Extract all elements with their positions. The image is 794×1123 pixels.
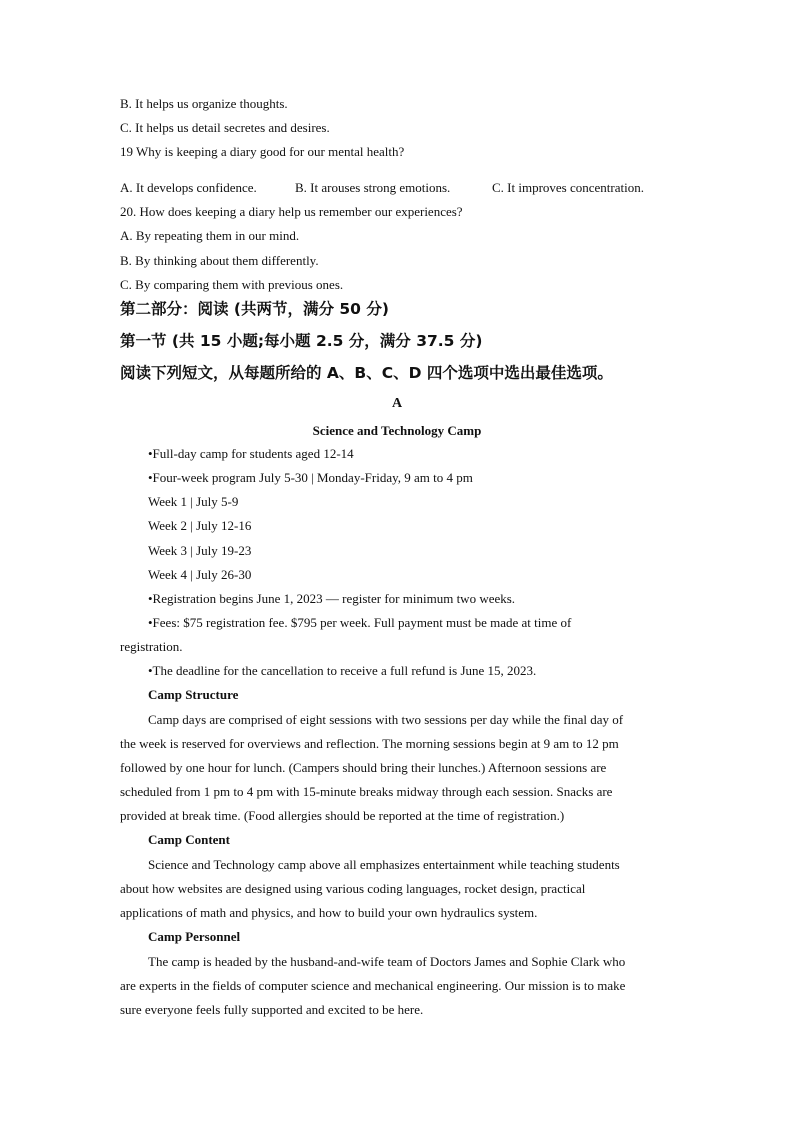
info-line: registration. — [120, 639, 183, 654]
paragraph-line: The camp is headed by the husband-and-wife team of Doctors James and Sophie Clark who — [148, 954, 626, 969]
personnel-heading: Camp Personnel — [148, 929, 241, 944]
section-instruction: 阅读下列短文，从每题所给的 A、B、C、D 四个选项中选出最佳选项。 — [120, 364, 613, 382]
info-line: •Four-week program July 5-30 | Monday-Friday, 9 am to 4 pm — [148, 470, 473, 485]
paragraph-line: scheduled from 1 pm to 4 pm with 15-minute breaks midway through each session. Snacks are — [120, 784, 613, 799]
info-line: Week 4 | July 26-30 — [148, 567, 252, 582]
q19-option-b: B. It arouses strong emotions. — [295, 180, 451, 195]
q19-option-a: A. It develops confidence. — [120, 180, 257, 195]
structure-heading: Camp Structure — [148, 687, 239, 702]
q18-option-b: B. It helps us organize thoughts. — [120, 96, 288, 111]
content-heading: Camp Content — [148, 832, 230, 847]
q20-option-b: B. By thinking about them differently. — [120, 253, 319, 268]
info-line: Week 1 | July 5-9 — [148, 494, 239, 509]
section-subtitle: 第一节 (共 15 小题;每小题 2.5 分，满分 37.5 分) — [120, 332, 483, 350]
info-line: Week 3 | July 19-23 — [148, 543, 252, 558]
q20-option-c: C. By comparing them with previous ones. — [120, 277, 344, 292]
paragraph-line: are experts in the fields of computer science and mechanical engineering. Our mission is to make — [120, 978, 626, 993]
paragraph-line: the week is reserved for overviews and reflection. The morning sessions begin at 9 am to 12 pm — [120, 736, 619, 751]
paragraph-line: provided at break time. (Food allergies should be reported at the time of registration.) — [120, 808, 565, 823]
paragraph-line: sure everyone feels fully supported and excited to be here. — [120, 1002, 424, 1017]
info-line: •The deadline for the cancellation to receive a full refund is June 15, 2023. — [148, 663, 537, 678]
info-line: •Registration begins June 1, 2023 — register for minimum two weeks. — [148, 591, 516, 606]
q19-stem: 19 Why is keeping a diary good for our mental health? — [120, 144, 405, 159]
info-line: •Full-day camp for students aged 12-14 — [148, 446, 354, 461]
q20-stem: 20. How does keeping a diary help us remember our experiences? — [120, 204, 463, 219]
paragraph-line: about how websites are designed using various coding languages, rocket design, practical — [120, 881, 586, 896]
info-line: •Fees: $75 registration fee. $795 per week. Full payment must be made at time of — [148, 615, 572, 630]
info-line: Week 2 | July 12-16 — [148, 518, 252, 533]
paragraph-line: Camp days are comprised of eight sessions with two sessions per day while the final day of — [148, 712, 624, 727]
passage-title: Science and Technology Camp — [312, 423, 482, 438]
passage-letter: A — [391, 396, 403, 411]
q18-option-c: C. It helps us detail secretes and desires. — [120, 120, 330, 135]
paragraph-line: applications of math and physics, and how to build your own hydraulics system. — [120, 905, 538, 920]
paragraph-line: followed by one hour for lunch. (Campers should bring their lunches.) Afternoon sessions are — [120, 760, 607, 775]
q19-option-c: C. It improves concentration. — [492, 180, 644, 195]
q20-option-a: A. By repeating them in our mind. — [120, 228, 300, 243]
paragraph-line: Science and Technology camp above all emphasizes entertainment while teaching students — [148, 857, 620, 872]
part-title: 第二部分：阅读 (共两节，满分 50 分) — [120, 300, 389, 318]
